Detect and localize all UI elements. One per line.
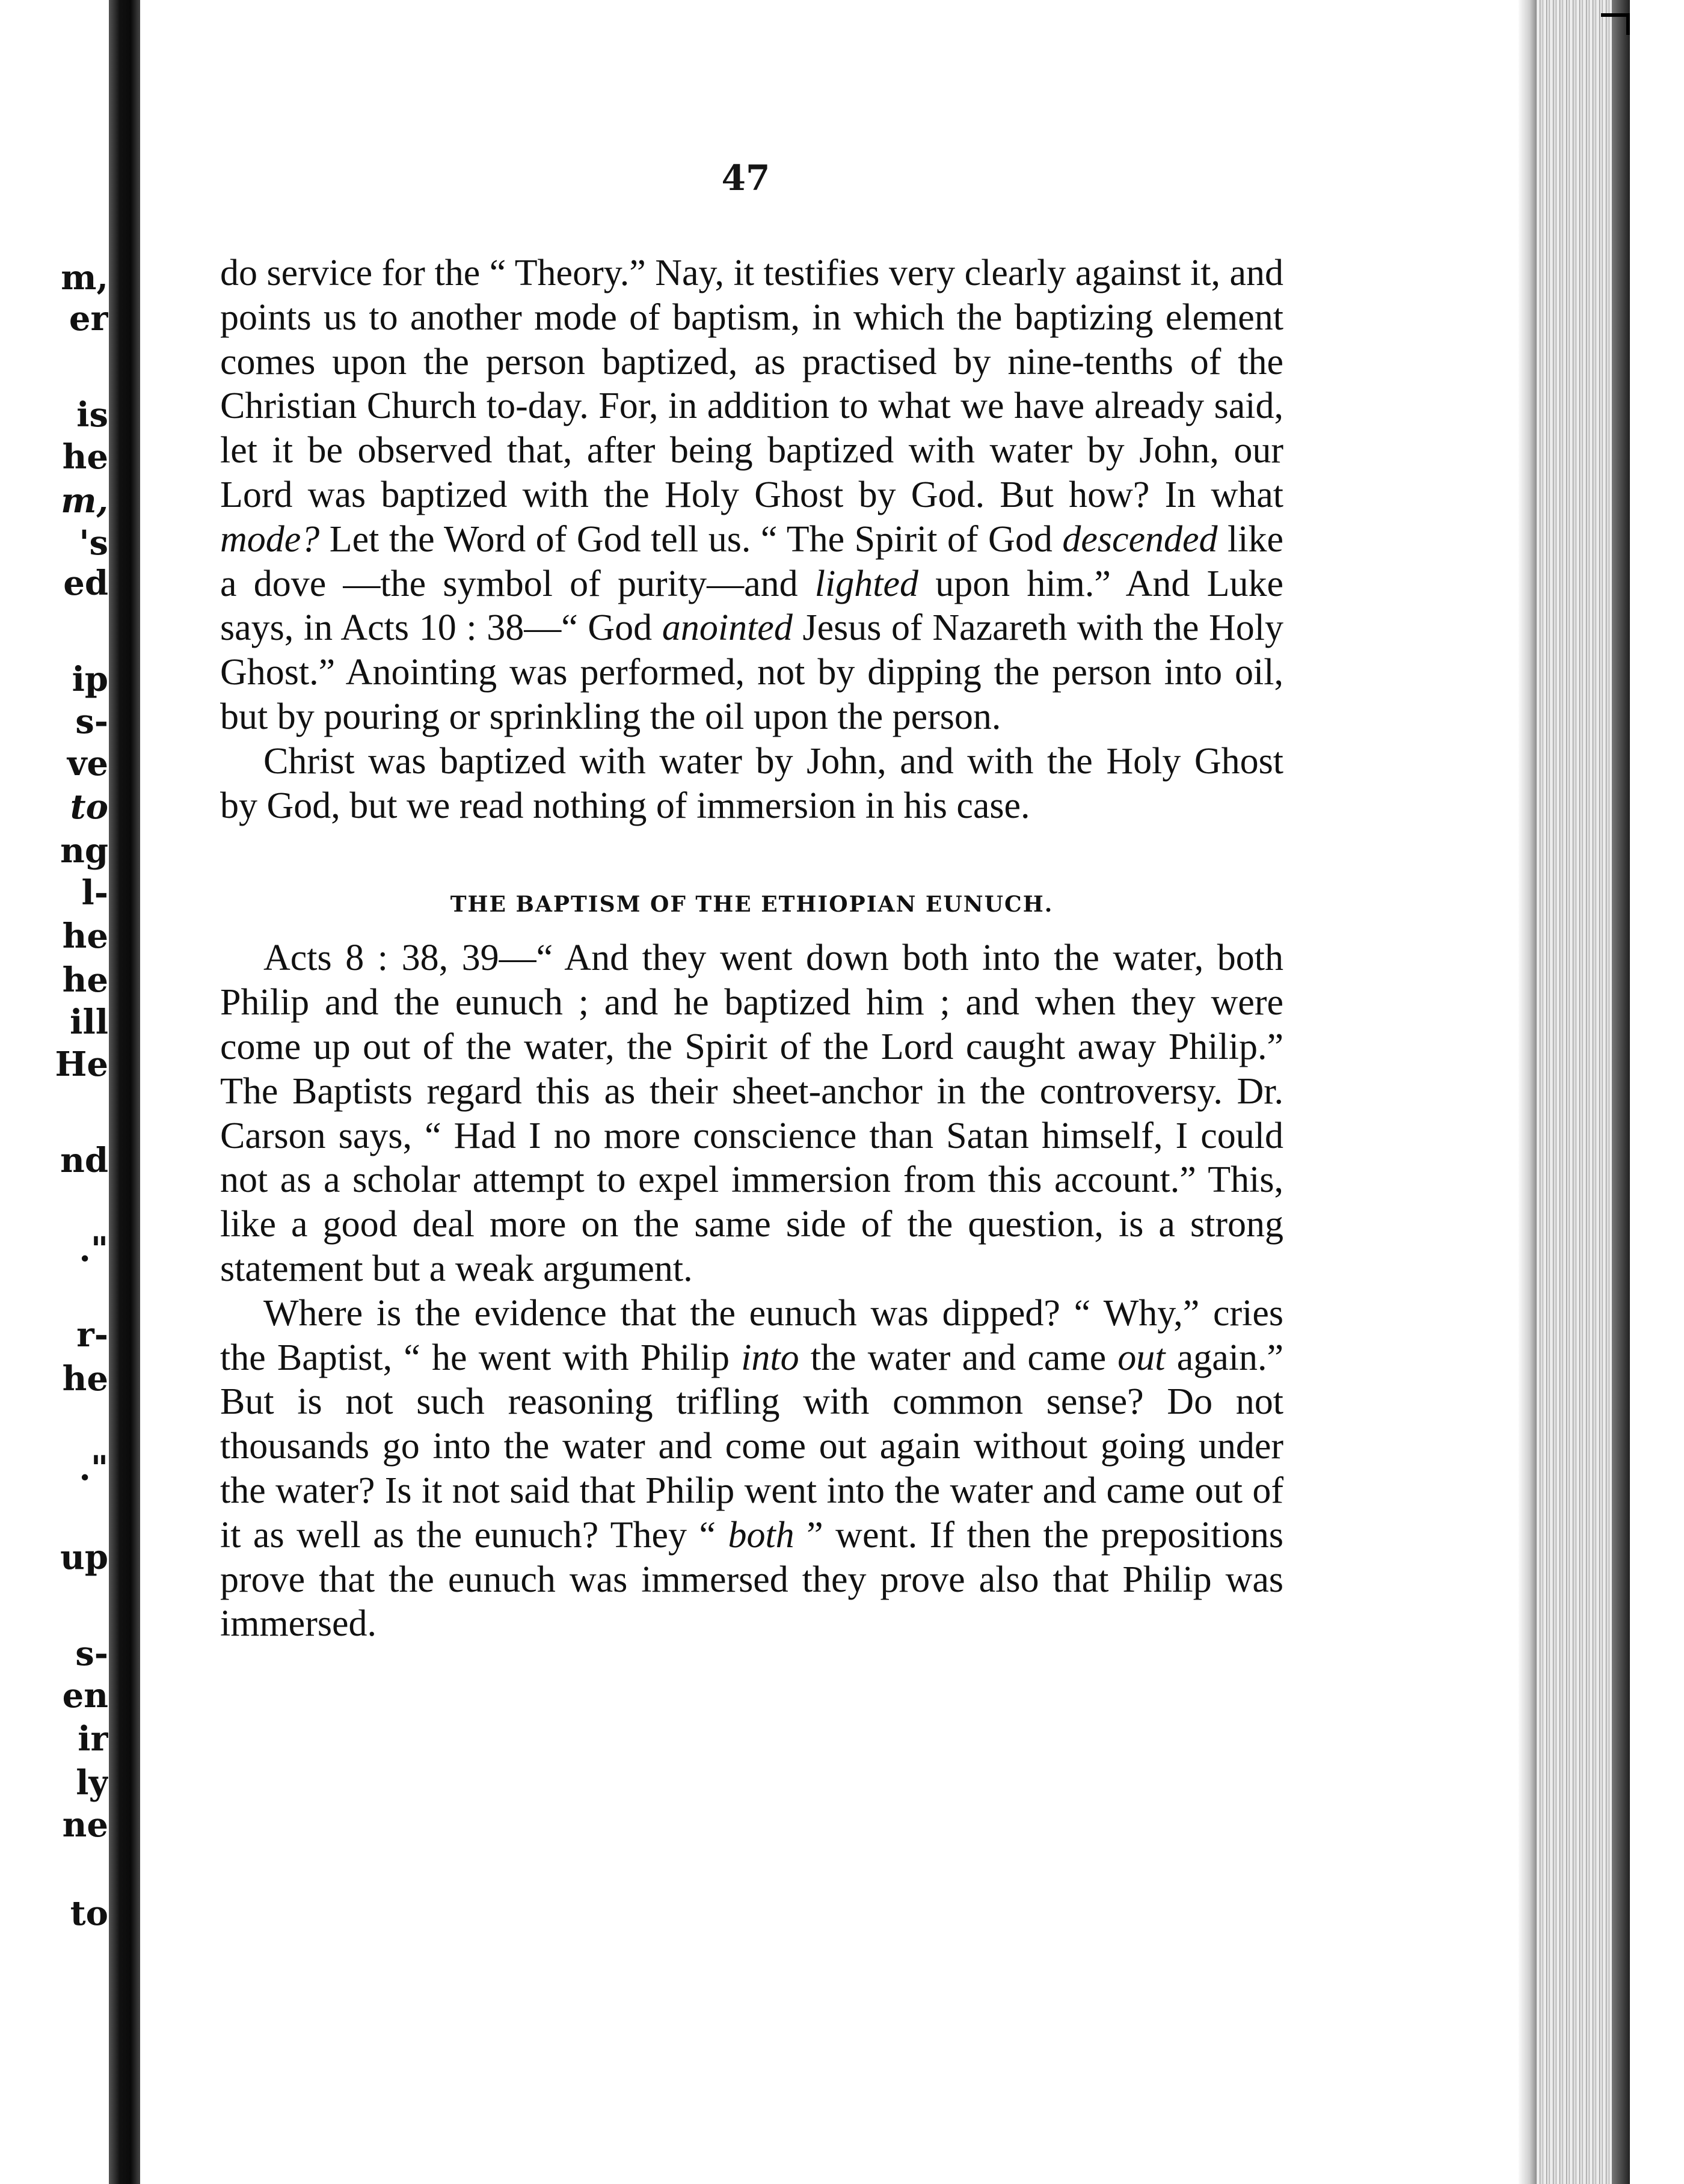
fore-edge-page-lines — [1537, 0, 1612, 2184]
previous-page-fragment: l- — [81, 873, 108, 913]
previous-page-fragment: to — [70, 787, 108, 827]
fore-edge-band — [1519, 0, 1537, 2184]
previous-page-fragment: He — [55, 1044, 108, 1084]
emphasis: into — [741, 1337, 799, 1378]
previous-page-fragment: m, — [61, 481, 108, 521]
previous-page-fragment: ly — [76, 1763, 108, 1803]
previous-page-fragment: s- — [75, 1634, 108, 1673]
emphasis: out — [1117, 1337, 1166, 1378]
previous-page-fragment: ." — [79, 1230, 108, 1269]
previous-page-fragment: he — [62, 437, 108, 477]
emphasis: anointed — [662, 607, 793, 649]
page-text — [220, 251, 1283, 1646]
section-heading: THE BAPTISM OF THE ETHIOPIAN EUNUCH. — [450, 892, 1054, 918]
previous-page-fragment: to — [70, 1894, 108, 1933]
previous-page-fragment: ill — [70, 1002, 108, 1042]
previous-page-fragment: r- — [76, 1315, 108, 1355]
emphasis: descended — [1062, 518, 1218, 560]
previous-page-fragment: is — [76, 395, 108, 435]
fore-edge-shadow — [1612, 0, 1630, 2184]
previous-page-fragment: ne — [62, 1805, 108, 1845]
previous-page-edge — [0, 0, 108, 2184]
previous-page-fragment: he — [62, 916, 108, 956]
previous-page-fragment: en — [62, 1676, 108, 1716]
paragraph-evidence: Where is the evidence that the eunuch was dipped? “ Why,” cries the Baptist, “ he went with Philip into the water and came out again.” But is not such reasoning trifling with common sense? Do not thousands go into the water and come out again without going under the water? Is it not said that Philip went into the water and came out of it as well as the eunuch? They “ both ” went. If then the prepositions prove that the eunuch was immersed they prove also that Philip was immersed. — [220, 1292, 1284, 1645]
emphasis: both — [728, 1514, 794, 1556]
previous-page-fragment: s- — [75, 702, 108, 741]
previous-page-fragment: he — [62, 1359, 108, 1399]
book-fore-edge — [1519, 0, 1684, 2184]
previous-page-fragment: he — [62, 960, 108, 1000]
paragraph-acts-8: Acts 8 : 38, 39—“ And they went down both into the water, both Philip and the eunuch ; and he baptized him ; and when they were come up out of the water, the Spirit of the Lord caught away Philip.” The Baptists regard this as their sheet-anchor in the controversy. Dr. Carson says, “ Had I no more conscience than Satan himself, I could not as a scholar attempt to expel immersion from this account.” This, like a good deal more on the same side of the question, is a strong statement but a weak argument. — [220, 937, 1283, 1289]
previous-page-fragment: 's — [79, 523, 108, 563]
previous-page-fragment: ng — [60, 831, 108, 871]
previous-page-fragment: ve — [67, 744, 108, 784]
emphasis: lighted — [814, 563, 918, 604]
previous-page-fragment: ir — [78, 1719, 108, 1759]
book-gutter — [109, 0, 140, 2184]
previous-page-fragment: er — [69, 299, 108, 339]
paragraph-christ-baptized: Christ was baptized with water by John, and with the Holy Ghost by God, but we read nothing of immersion in his case. — [220, 740, 1283, 826]
previous-page-fragment: up — [60, 1538, 108, 1577]
scan-corner-mark — [1601, 13, 1630, 35]
page-number: 47 — [721, 158, 770, 198]
emphasis: mode? — [220, 518, 320, 560]
previous-page-fragment: ed — [63, 563, 108, 603]
previous-page-fragment: nd — [60, 1141, 108, 1180]
previous-page-fragment: ip — [72, 660, 108, 699]
previous-page-fragment: m, — [61, 258, 108, 298]
previous-page-fragment: ." — [79, 1449, 108, 1488]
paragraph-theory-continuation: do service for the “ Theory.” Nay, it testifies very clearly against it, and points us to another mode of baptism, in which the baptizing element comes upon the person baptized, as practised by nine-tenths of the Christian Church to-day. For, in addition to what we have already said, let it be observed that, after being baptized with water by John, our Lord was baptized with the Holy Ghost by God. But how? In what mode? Let the Word of God tell us. “ The Spirit of God descended like a dove —the symbol of purity—and lighted upon him.” And Luke says, in Acts 10 : 38—“ God anointed Jesus of Nazareth with the Holy Ghost.” Anointing was performed, not by dipping the person into oil, but by pouring or sprinkling the oil upon the person. — [220, 253, 1283, 737]
